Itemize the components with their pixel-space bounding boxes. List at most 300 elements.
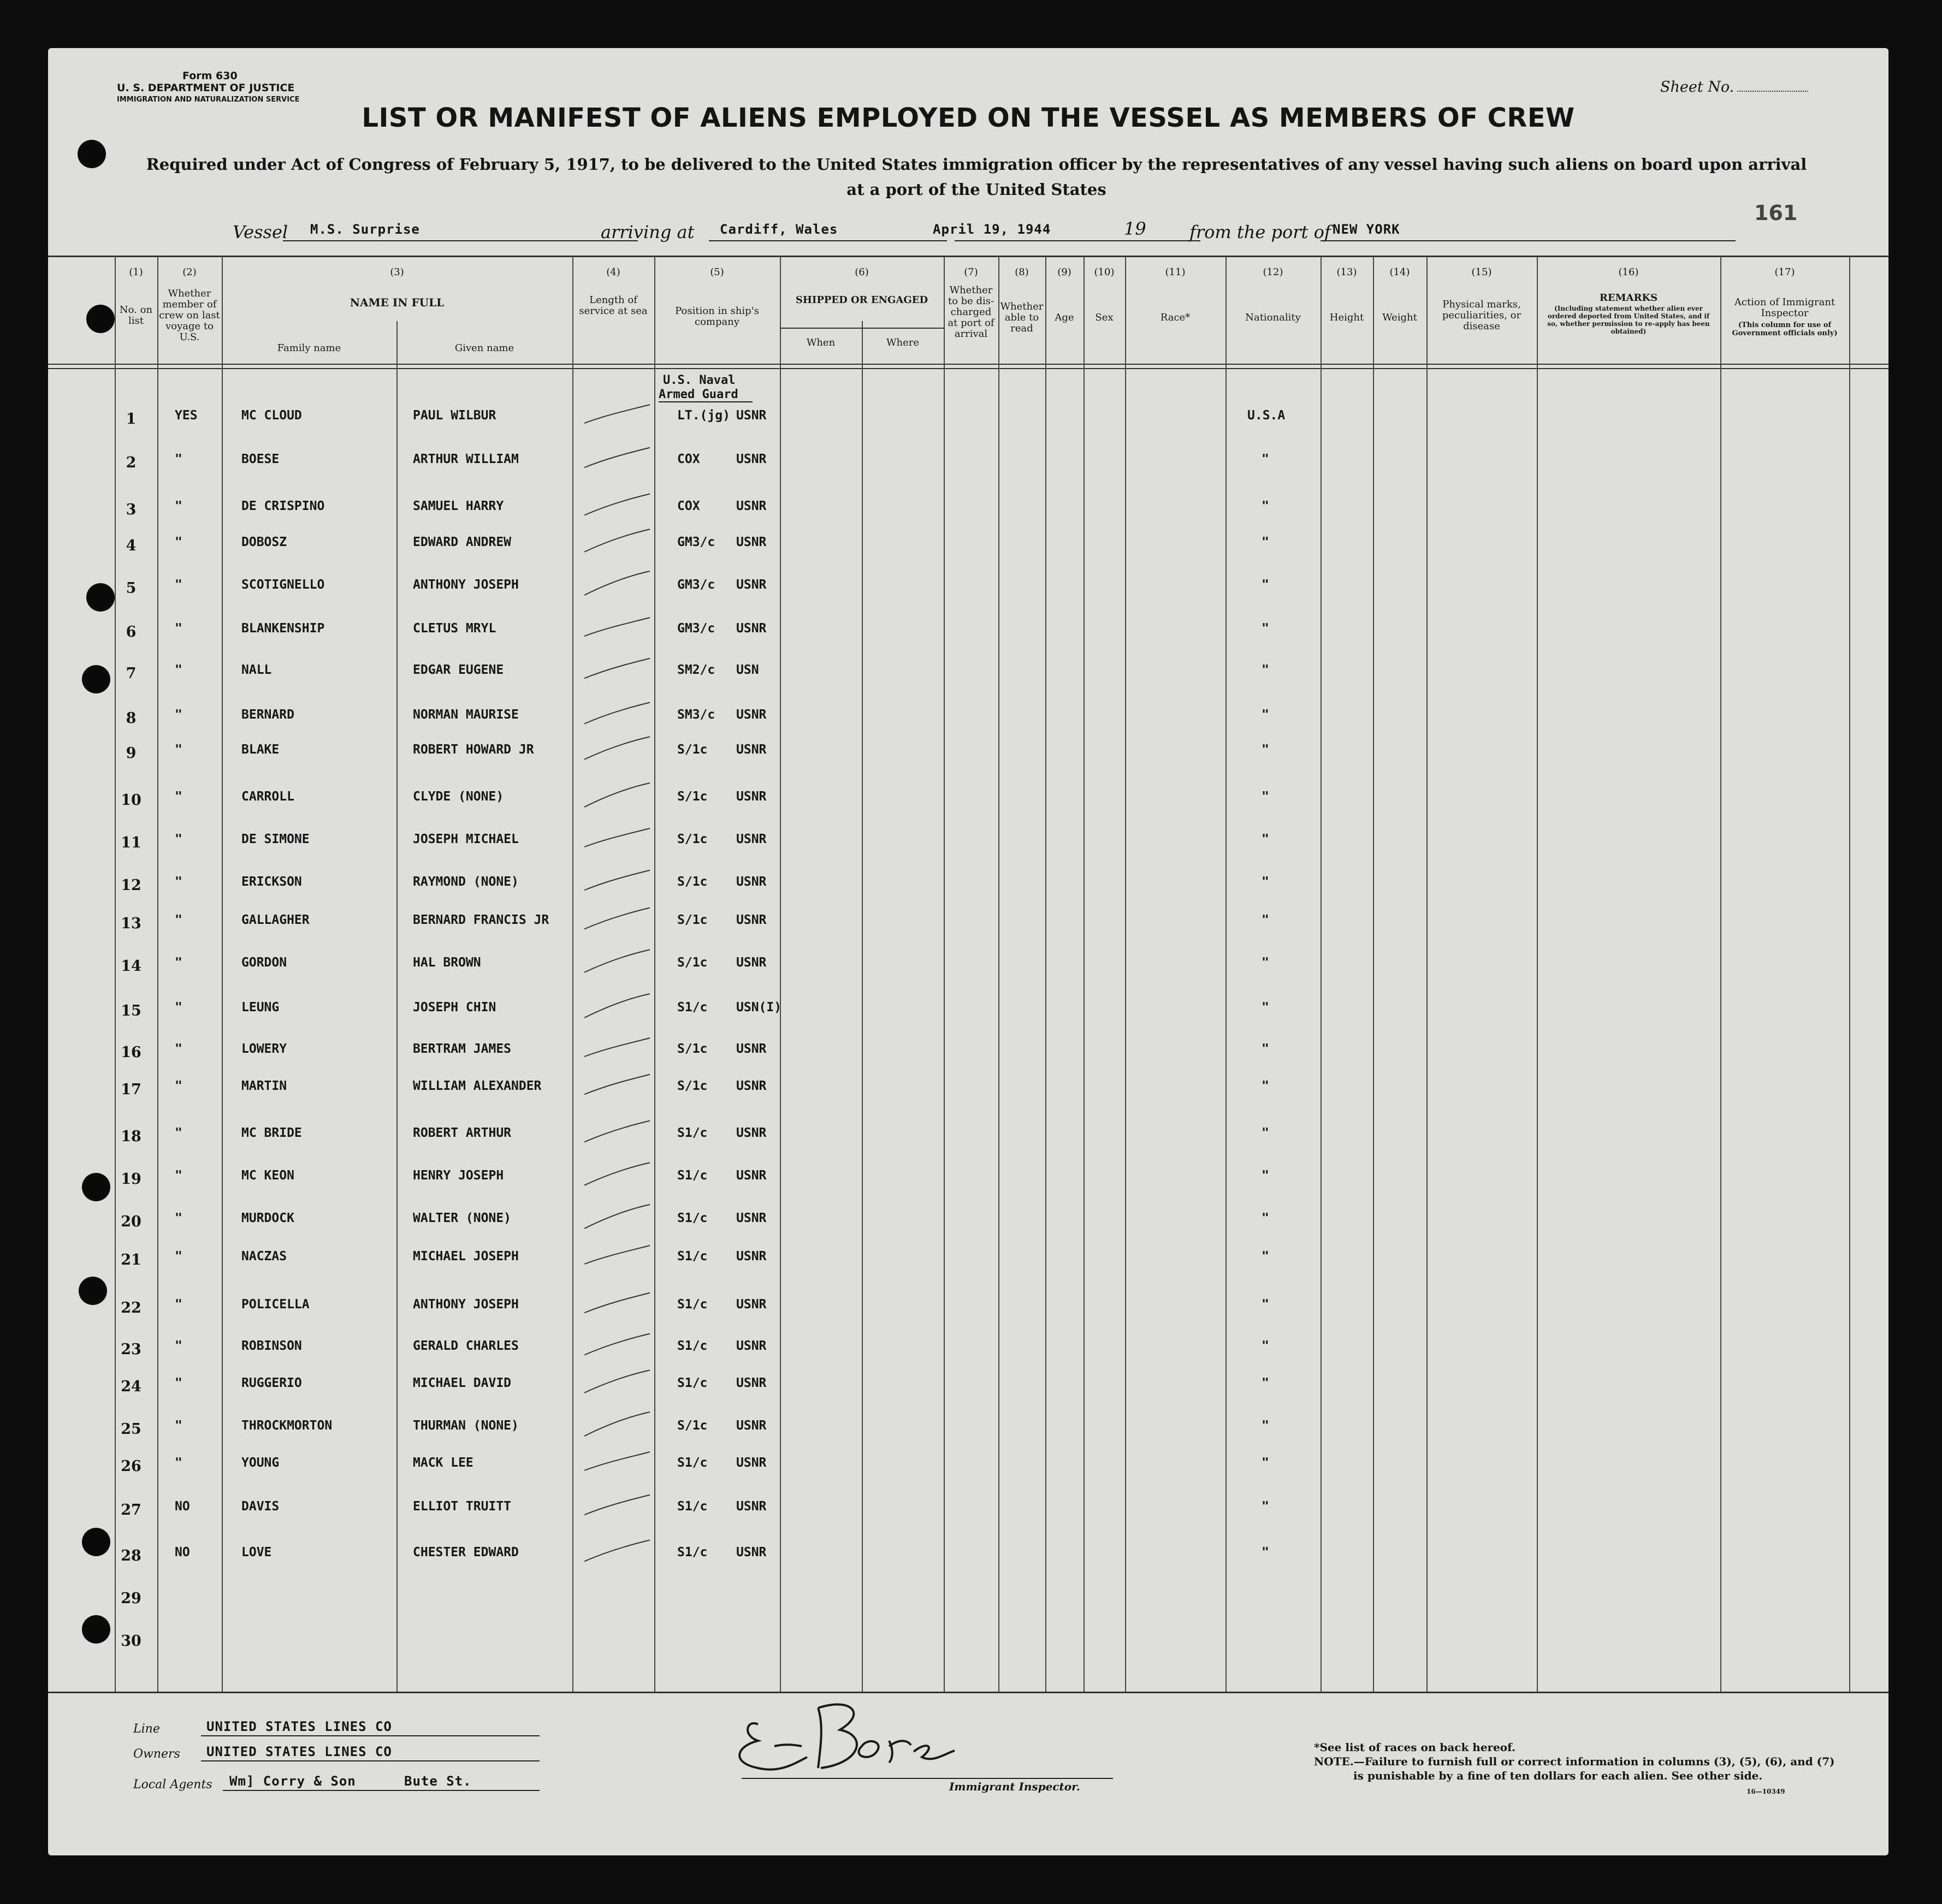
service-length-tick [579,903,655,936]
row-family: YOUNG [241,1456,280,1470]
row-family: MC BRIDE [241,1126,302,1140]
row-family: GORDON [241,956,287,970]
row-family: BLANKENSHIP [241,621,325,636]
row-family: NALL [241,663,272,677]
col-num: (4) [606,266,620,278]
service-length-tick [579,1409,655,1442]
binder-hole [82,1528,110,1556]
row-family: THROCKMORTON [241,1419,333,1433]
service-length-tick [579,865,655,898]
row-rank: LT.(jg) [677,408,730,423]
row-no: 26 [121,1458,141,1475]
row-service: USNR [736,832,767,846]
row-rank: S/1c [677,1079,708,1093]
row-nationality: " [1262,1000,1269,1015]
row-family: DAVIS [241,1499,280,1514]
row-no: 20 [121,1213,141,1230]
row-nationality: " [1262,1376,1269,1390]
row-family: ROBINSON [241,1339,302,1353]
row-nationality: " [1262,499,1269,513]
service-length-tick [579,1446,655,1479]
col-num: (10) [1094,266,1115,278]
row-no: 11 [121,834,141,851]
row-prev: " [175,790,182,804]
row-no: 9 [126,745,137,762]
row-rank: S/1c [677,1042,708,1056]
service-length-tick [579,399,655,431]
row-service: USNR [736,578,767,592]
row-prev: " [175,621,182,636]
row-service: USNR [736,1339,767,1353]
row-prev: " [175,1456,182,1470]
col-header-age: Age [1055,312,1074,323]
row-nationality: " [1262,832,1269,846]
line-label: Line [133,1722,160,1736]
row-prev: " [175,1211,182,1225]
row-no: 4 [126,537,137,554]
row-family: ERICKSON [241,875,302,889]
col-header-sex: Sex [1095,312,1114,323]
col-header-weight: Weight [1382,312,1417,323]
row-nationality: " [1262,1339,1269,1353]
row-no: 28 [121,1547,141,1564]
col-header-height: Height [1329,312,1364,323]
row-rank: COX [677,452,700,466]
from-port-label: from the port of [1189,222,1331,242]
col-header-name: NAME IN FULL [350,296,445,309]
service-name: IMMIGRATION AND NATURALIZATION SERVICE [117,96,300,104]
col-num: (17) [1774,266,1795,278]
row-service: USN [736,663,759,677]
row-rank: GM3/c [677,621,715,636]
service-length-tick [579,698,655,731]
row-rank: S1/c [677,1126,708,1140]
row-family: LOWERY [241,1042,287,1056]
row-given: PAUL WILBUR [413,408,496,423]
row-given: CLETUS MRYL [413,621,496,636]
row-no: 14 [121,958,141,975]
service-length-tick [579,1490,655,1522]
col-num: (3) [390,266,404,278]
binder-hole [86,305,115,333]
row-nationality: " [1262,1297,1269,1312]
row-service: USNR [736,535,767,549]
row-no: 7 [126,665,137,682]
row-no: 6 [126,624,137,640]
row-prev: " [175,743,182,757]
department-name: U. S. DEPARTMENT OF JUSTICE [117,82,295,94]
row-given: CHESTER EDWARD [413,1545,519,1559]
year-label: 19 [1124,218,1146,239]
row-prev: " [175,452,182,466]
row-no: 30 [121,1633,141,1650]
row-no: 12 [121,877,141,894]
row-service: USNR [736,499,767,513]
penalty-note-1: NOTE.—Failure to furnish full or correct information in columns (3), (5), (6), and (7) [1314,1755,1835,1768]
col-num: (13) [1336,266,1357,278]
col-num: (12) [1263,266,1283,278]
row-nationality: " [1262,1126,1269,1140]
from-port: NEW YORK [1333,222,1400,237]
row-given: CLYDE (NONE) [413,790,504,804]
binder-hole [78,140,106,168]
row-given: THURMAN (NONE) [413,1419,519,1433]
col-header-nationality: Nationality [1245,312,1301,323]
row-no: 22 [121,1300,141,1316]
page-stamp: 161 [1754,201,1798,225]
service-length-tick [579,568,655,601]
line-value: UNITED STATES LINES CO [206,1719,392,1734]
agents-value: Wm] Corry & Son [229,1773,356,1789]
row-given: ANTHONY JOSEPH [413,578,519,592]
row-prev: " [175,1042,182,1056]
row-service: USNR [736,790,767,804]
service-length-tick [579,822,655,855]
row-service: USNR [736,956,767,970]
row-rank: S1/c [677,1339,708,1353]
col-num: (2) [182,266,197,278]
service-length-tick [579,1116,655,1149]
vessel-name: M.S. Surprise [310,222,420,237]
col-header-inspector: Action of Immigrant Inspector [1734,296,1836,319]
row-rank: S/1c [677,832,708,846]
row-rank: S1/c [677,1376,708,1390]
row-given: MICHAEL DAVID [413,1376,512,1390]
row-given: JOSEPH CHIN [413,1000,496,1015]
owners-label: Owners [133,1747,180,1761]
service-length-tick [579,489,655,522]
arriving-label: arriving at [601,222,695,242]
row-given: JOSEPH MICHAEL [413,832,519,846]
row-service: USNR [736,1545,767,1559]
row-given: BERTRAM JAMES [413,1042,512,1056]
row-family: MURDOCK [241,1211,294,1225]
arriving-place: Cardiff, Wales [720,222,838,237]
col-num: (5) [710,266,724,278]
row-service: USN(I) [736,1000,782,1015]
row-prev: " [175,1126,182,1140]
service-length-tick [579,1288,655,1320]
row-nationality: " [1262,1545,1269,1559]
row-given: MICHAEL JOSEPH [413,1249,519,1264]
row-given: WALTER (NONE) [413,1211,512,1225]
row-prev: " [175,913,182,927]
row-prev: " [175,1079,182,1093]
col-header-position: Position in ship's company [675,305,759,328]
row-nationality: " [1262,1169,1269,1183]
row-family: RUGGERIO [241,1376,302,1390]
col-header-family-name: Family name [277,342,341,354]
row-given: ROBERT HOWARD JR [413,743,534,757]
row-nationality: " [1262,790,1269,804]
row-prev: " [175,875,182,889]
service-length-tick [579,442,655,475]
row-prev: NO [175,1545,190,1559]
row-service: USNR [736,875,767,889]
row-nationality: " [1262,743,1269,757]
row-family: DOBOSZ [241,535,287,549]
row-prev: " [175,1000,182,1015]
vessel-label: Vessel [233,222,288,242]
row-family: MC CLOUD [241,408,302,423]
row-given: HAL BROWN [413,956,481,970]
service-length-tick [579,780,655,812]
form-tag [117,70,299,106]
row-nationality: " [1262,875,1269,889]
row-family: BERNARD [241,708,294,722]
row-rank: SM3/c [677,708,715,722]
row-nationality: " [1262,578,1269,592]
row-family: MC KEON [241,1169,294,1183]
col-header-remarks: REMARKS [1599,292,1658,304]
row-family: MARTIN [241,1079,287,1093]
agents-address: Bute St. [404,1773,472,1789]
col-num: (15) [1471,266,1492,278]
row-nationality: " [1262,913,1269,927]
row-no: 13 [121,915,141,932]
row-given: ROBERT ARTHUR [413,1126,512,1140]
row-service: USNR [736,1079,767,1093]
row-family: SCOTIGNELLO [241,578,325,592]
row-no: 29 [121,1590,141,1607]
row-service: USNR [736,1456,767,1470]
row-prev: " [175,663,182,677]
row-no: 3 [126,501,137,518]
row-service: USNR [736,708,767,722]
row-prev: " [175,832,182,846]
col-header-prev-voyage: Whether member of crew on last voyage to U.S. [159,288,220,343]
row-rank: S/1c [677,913,708,927]
row-family: POLICELLA [241,1297,310,1312]
col-header-discharged: Whether to be dis-charged at port of arrival [948,284,994,340]
manifest-sheet [48,48,1888,1855]
row-given: SAMUEL HARRY [413,499,504,513]
col-num: (9) [1057,266,1071,278]
row-nationality: " [1262,663,1269,677]
row-nationality: " [1262,1456,1269,1470]
col-header-service-length: Length of service at sea [579,294,648,317]
row-service: USNR [736,621,767,636]
service-length-tick [579,733,655,766]
service-length-tick [579,1535,655,1568]
row-nationality: U.S.A [1247,408,1286,423]
row-prev: " [175,499,182,513]
race-note: *See list of races on back hereof. [1314,1741,1516,1754]
col-header-physical-marks: Physical marks, peculiarities, or disease [1442,299,1521,332]
row-service: USNR [736,452,767,466]
row-rank: S1/c [677,1249,708,1264]
remarks-note: (Including statement whether alien ever ordered deported from United States, and if so, whether permission to re-apply has been obtained) [1547,305,1710,335]
row-prev: " [175,1249,182,1264]
binder-hole [86,583,115,612]
row-nationality: " [1262,708,1269,722]
row-family: LOVE [241,1545,272,1559]
row-nationality: " [1262,1249,1269,1264]
row-family: DE CRISPINO [241,499,325,513]
row-no: 25 [121,1421,141,1438]
row-rank: S1/c [677,1297,708,1312]
row-rank: S1/c [677,1456,708,1470]
row-no: 2 [126,454,137,471]
group-note-line1: U.S. Naval [663,373,736,387]
col-num: (8) [1015,266,1029,278]
service-length-tick [579,1159,655,1191]
row-no: 16 [121,1044,141,1061]
row-nationality: " [1262,956,1269,970]
row-service: USNR [736,1249,767,1264]
row-given: MACK LEE [413,1456,473,1470]
row-service: USNR [736,743,767,757]
row-given: RAYMOND (NONE) [413,875,519,889]
row-rank: SM2/c [677,663,715,677]
binder-hole [82,1615,110,1644]
row-prev: " [175,1376,182,1390]
row-family: NACZAS [241,1249,287,1264]
col-header-shipped: SHIPPED OR ENGAGED [795,294,928,306]
row-rank: COX [677,499,700,513]
row-nationality: " [1262,452,1269,466]
row-rank: S/1c [677,956,708,970]
col-header-where: Where [886,337,919,348]
col-header-given-name: Given name [454,342,514,354]
row-given: WILLIAM ALEXANDER [413,1079,542,1093]
row-nationality: " [1262,1042,1269,1056]
row-no: 27 [121,1502,141,1519]
col-num: (11) [1165,266,1186,278]
row-family: BLAKE [241,743,280,757]
inspector-label: Immigrant Inspector. [949,1780,1080,1793]
inspector-signature [725,1686,1031,1795]
row-rank: S/1c [677,875,708,889]
row-rank: GM3/c [677,535,715,549]
service-length-tick [579,1239,655,1272]
row-service: USNR [736,1376,767,1390]
col-num: (14) [1389,266,1410,278]
col-num: (16) [1618,266,1639,278]
row-nationality: " [1262,1499,1269,1514]
row-prev: " [175,578,182,592]
row-prev: YES [175,408,198,423]
row-nationality: " [1262,1079,1269,1093]
group-note-line2: Armed Guard [659,388,753,402]
page-subtitle: Required under Act of Congress of February 5, 1917, to be delivered to the United States immigration officer by the representatives of any vessel having such aliens on board upon arrival at a port of the United States [146,155,1807,199]
row-prev: " [175,708,182,722]
row-service: USNR [736,1419,767,1433]
row-rank: S1/c [677,1499,708,1514]
row-given: GERALD CHARLES [413,1339,519,1353]
row-nationality: " [1262,535,1269,549]
row-no: 5 [126,580,137,597]
row-no: 18 [121,1128,141,1145]
service-length-tick [579,1366,655,1399]
sheet-number-label: Sheet No. [1660,79,1808,96]
row-given: EDWARD ANDREW [413,535,512,549]
row-nationality: " [1262,621,1269,636]
col-header-read: Whether able to read [1000,301,1044,334]
row-service: USNR [736,1169,767,1183]
binder-hole [82,665,110,693]
row-given: ARTHUR WILLIAM [413,452,519,466]
row-rank: S1/c [677,1169,708,1183]
row-family: LEUNG [241,1000,280,1015]
arrival-date: April 19, 1944 [933,222,1051,237]
row-no: 1 [126,411,137,428]
row-no: 19 [121,1171,141,1188]
row-rank: S/1c [677,790,708,804]
row-rank: GM3/c [677,578,715,592]
inspector-note: (This column for use of Government officials only) [1732,321,1838,337]
col-num: (1) [129,266,143,278]
row-service: USNR [736,913,767,927]
binder-hole [79,1277,107,1305]
row-given: ELLIOT TRUITT [413,1499,512,1514]
col-num: (6) [855,266,869,278]
row-prev: " [175,1419,182,1433]
row-nationality: " [1262,1419,1269,1433]
page-title: LIST OR MANIFEST OF ALIENS EMPLOYED ON THE VESSEL AS MEMBERS OF CREW [362,103,1575,133]
service-length-tick [579,946,655,978]
row-prev: " [175,1169,182,1183]
service-length-tick [579,612,655,644]
row-rank: S/1c [677,743,708,757]
service-length-tick [579,1329,655,1362]
row-rank: S1/c [677,1000,708,1015]
penalty-note-2: is punishable by a fine of ten dollars for each alien. See other side. [1353,1769,1763,1782]
row-nationality: " [1262,1211,1269,1225]
row-no: 21 [121,1251,141,1268]
service-length-tick [579,990,655,1023]
row-no: 17 [121,1081,141,1098]
agents-label: Local Agents [133,1778,212,1792]
row-given: BERNARD FRANCIS JR [413,913,549,927]
row-given: HENRY JOSEPH [413,1169,504,1183]
service-length-tick [579,1069,655,1102]
row-service: USNR [736,1126,767,1140]
row-family: DE SIMONE [241,832,310,846]
row-given: EDGAR EUGENE [413,663,504,677]
row-no: 15 [121,1003,141,1019]
row-given: NORMAN MAURISE [413,708,519,722]
owners-value: UNITED STATES LINES CO [206,1744,392,1759]
service-length-tick [579,653,655,686]
row-prev: " [175,535,182,549]
row-rank: S/1c [677,1419,708,1433]
row-no: 10 [121,792,141,809]
row-prev: " [175,956,182,970]
row-service: USNR [736,1499,767,1514]
form-number: Form 630 [182,70,238,82]
row-family: BOESE [241,452,280,466]
row-given: ANTHONY JOSEPH [413,1297,519,1312]
col-header-when: When [806,337,836,348]
row-service: USNR [736,1297,767,1312]
row-service: USNR [736,408,767,423]
col-header-no: No. on list [119,304,153,327]
row-rank: S1/c [677,1545,708,1559]
row-no: 8 [126,710,137,727]
row-no: 24 [121,1378,141,1395]
row-family: CARROLL [241,790,294,804]
row-prev: " [175,1297,182,1312]
row-service: USNR [736,1211,767,1225]
service-length-tick [579,1032,655,1065]
row-family: GALLAGHER [241,913,310,927]
row-prev: NO [175,1499,190,1514]
service-length-tick [579,1201,655,1234]
col-header-race: Race* [1160,312,1191,323]
row-prev: " [175,1339,182,1353]
service-length-tick [579,525,655,558]
